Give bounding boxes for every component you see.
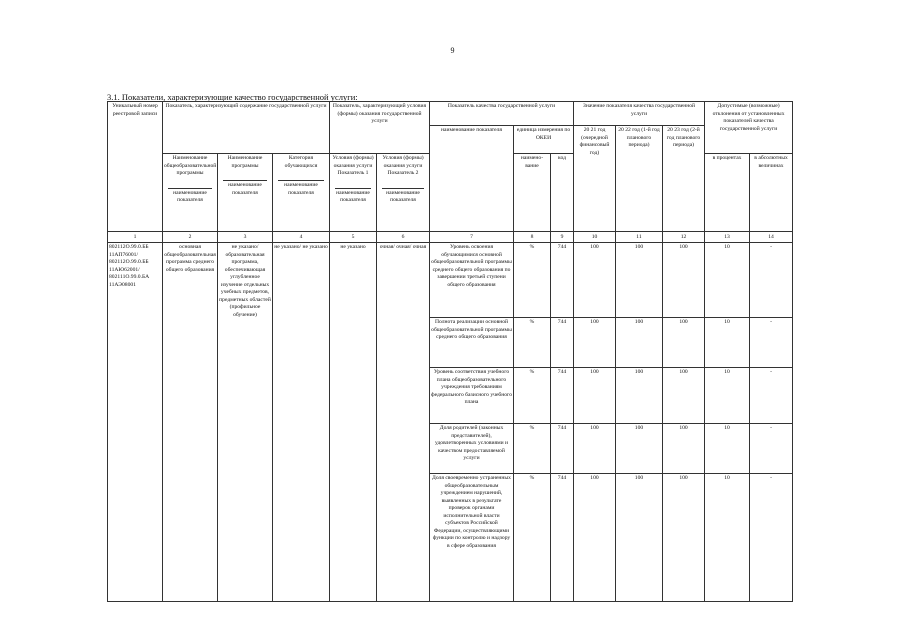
indicator-code: 744 xyxy=(551,424,574,474)
header-in-percent: в процентах xyxy=(705,154,750,232)
category: не указано/ не указано xyxy=(273,243,330,602)
indicator-name: Полнота реализации основной общеобразовательной программы среднего общего образования xyxy=(430,318,514,368)
header-in-absolute: в абсолютных величинах xyxy=(750,154,793,232)
indicator-percent: 10 xyxy=(705,474,750,602)
column-number: 12 xyxy=(663,232,705,243)
indicator-year-2: 100 xyxy=(616,243,663,318)
header-unit-okei: единица измерения по ОКЕИ xyxy=(514,126,574,154)
indicator-percent: 10 xyxy=(705,368,750,424)
column-number: 5 xyxy=(330,232,377,243)
indicator-unit: % xyxy=(514,424,551,474)
header-content-2: Наименование программы наименование показателя xyxy=(218,154,273,232)
header-content-3: Категория обучающихся наименование показателя xyxy=(273,154,330,232)
indicator-year-3: 100 xyxy=(663,424,705,474)
indicator-year-3: 100 xyxy=(663,318,705,368)
page-number: 9 xyxy=(450,46,455,55)
quality-indicators-table xyxy=(107,101,793,602)
indicator-year-2: 100 xyxy=(616,474,663,602)
header-unit-code: код xyxy=(551,154,574,232)
indicator-name: Доля своевременно устраненных общеобразовательным учреждением нарушений, выявленных в результате проверок органами исполнительной власти субъектов Российской Федерации, осуществляющими функции по контролю и надзору в сфере образования xyxy=(430,474,514,602)
column-number: 2 xyxy=(163,232,218,243)
header-unique-number: Уникальный номер реестровой записи xyxy=(108,102,163,232)
column-number: 4 xyxy=(273,232,330,243)
table-row xyxy=(108,243,793,318)
column-number: 11 xyxy=(616,232,663,243)
header-quality-values: Значение показателя качества государственной услуги xyxy=(574,102,705,126)
column-number: 8 xyxy=(514,232,551,243)
indicator-year-3: 100 xyxy=(663,368,705,424)
header-quality-indicator: Показатель качества государственной услуги xyxy=(430,102,574,126)
indicator-absolute: - xyxy=(750,424,793,474)
header-unit-name: наимено-вание xyxy=(514,154,551,232)
column-number: 10 xyxy=(574,232,616,243)
indicator-absolute: - xyxy=(750,368,793,424)
indicator-name: Доля родителей (законных представителей), удовлетворенных условиями и качеством предоставляемой услуги xyxy=(430,424,514,474)
column-number: 3 xyxy=(218,232,273,243)
indicator-year-2: 100 xyxy=(616,318,663,368)
indicator-code: 744 xyxy=(551,474,574,602)
header-conditions-indicator: Показатель, характеризующий условия (формы) оказания государственной услуги xyxy=(330,102,430,154)
registry-number: 802112О.99.0.ББ 11АП76001/ 802112О.99.0.ББ 11АЮ62001/ 802111О.99.0.БА 11АЭ08001 xyxy=(108,243,163,602)
indicator-absolute: - xyxy=(750,474,793,602)
header-content-indicator: Показатель, характеризующий содержание государственной услуги xyxy=(163,102,330,154)
indicator-year-1: 100 xyxy=(574,318,616,368)
indicator-year-1: 100 xyxy=(574,474,616,602)
condition-2: очная/ очная/ очная xyxy=(377,243,430,602)
header-condition-1: Условия (формы) оказания услуги Показатель 1 наименование показателя xyxy=(330,154,377,232)
indicator-year-1: 100 xyxy=(574,243,616,318)
header-content-1: Наименование общеобразовательной программы наименование показателя xyxy=(163,154,218,232)
indicator-percent: 10 xyxy=(705,424,750,474)
indicator-year-3: 100 xyxy=(663,474,705,602)
indicator-unit: % xyxy=(514,474,551,602)
column-number: 6 xyxy=(377,232,430,243)
indicator-absolute: - xyxy=(750,318,793,368)
indicator-unit: % xyxy=(514,318,551,368)
program-name: не указано/ образовательная программа, обеспечивающая углубленное изучение отдельных учебных предметов, предметных областей (профильное обучение) xyxy=(218,243,273,602)
indicator-code: 744 xyxy=(551,243,574,318)
column-number: 1 xyxy=(108,232,163,243)
program: основная общеобразовательная программа среднего общего образования xyxy=(163,243,218,602)
indicator-year-1: 100 xyxy=(574,424,616,474)
indicator-code: 744 xyxy=(551,368,574,424)
column-number: 14 xyxy=(750,232,793,243)
indicator-percent: 10 xyxy=(705,243,750,318)
column-number: 7 xyxy=(430,232,514,243)
header-condition-2: Условия (формы) оказания услуги Показатель 2 наименование показателя xyxy=(377,154,430,232)
header-year-2: 20 22 год (1-й год планового периода) xyxy=(616,126,663,232)
column-numbers-row xyxy=(108,232,793,243)
indicator-name: Уровень соответствия учебного плана общеобразовательного учреждения требованиям федерального базисного учебного плана xyxy=(430,368,514,424)
indicator-year-2: 100 xyxy=(616,368,663,424)
indicator-unit: % xyxy=(514,243,551,318)
indicator-year-3: 100 xyxy=(663,243,705,318)
header-allowed-deviations: Допустимые (возможные) отклонения от установленных показателей качества государственной услуги xyxy=(705,102,793,154)
indicator-absolute: - xyxy=(750,243,793,318)
indicator-percent: 10 xyxy=(705,318,750,368)
indicator-unit: % xyxy=(514,368,551,424)
indicator-name: Уровень освоения обучающимися основной общеобразовательной программы среднего общего образования по завершении третьей ступени общего образования xyxy=(430,243,514,318)
section-title: 3.1. Показатели, характеризующие качество государственной услуги: xyxy=(107,92,358,102)
header-indicator-name: наименование показателя xyxy=(430,126,514,232)
header-year-1: 20 21 год (очередной финансовый год) xyxy=(574,126,616,232)
indicator-code: 744 xyxy=(551,318,574,368)
indicator-year-2: 100 xyxy=(616,424,663,474)
condition-1: не указано xyxy=(330,243,377,602)
indicator-year-1: 100 xyxy=(574,368,616,424)
header-year-3: 20 23 год (2-й год планового периода) xyxy=(663,126,705,232)
column-number: 13 xyxy=(705,232,750,243)
column-number: 9 xyxy=(551,232,574,243)
